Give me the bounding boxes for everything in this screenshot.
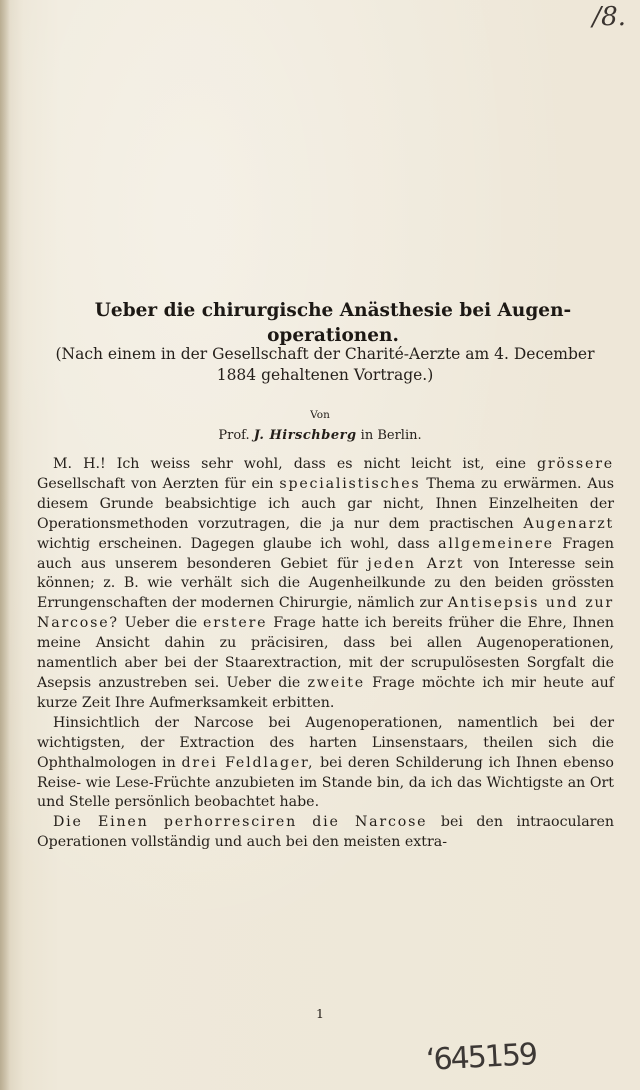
page-marker: /8. <box>592 2 626 32</box>
text-run: Thema zu erwärmen. Aus diesem Grunde beabsichtige ich auch gar nicht, Ihnen Einzelheiten der Operationsmethoden vorzutragen, die ja nur dem practischen <box>37 475 614 532</box>
text-run: wichtig erscheinen. Dagegen glaube ich wohl, dass <box>37 535 439 552</box>
text-run: M. H.! Ich weiss sehr wohl, dass es nicht leicht ist, eine <box>53 456 538 472</box>
paragraph-2 <box>37 714 614 814</box>
article-subtitle: (Nach einem in der Gesellschaft der Charité-Aerzte am 4. December 1884 gehaltenen Vortrage.) <box>55 345 595 384</box>
emphasis-run: Die Einen perhorresciren die Narcose <box>53 814 428 831</box>
emphasis-run: zweite <box>307 674 365 691</box>
paragraph-1 <box>37 455 614 714</box>
text-run: Frage möchte ich mir heute auf kurze Zeit Ihre Aufmerksamkeit erbitten. <box>37 674 614 711</box>
text-run: Frage hatte ich bereits früher die Ehre, Ihnen meine Ansicht dahin zu präcisiren, dass bei allen Augenoperationen, namentlich aber bei der Staarextraction, mit der scrupulösesten Sorgfalt die Asepsis anzustreben sei. Ueber die <box>37 615 614 691</box>
emphasis-run: jeden Arzt <box>367 555 465 572</box>
author-name: J. Hirschberg <box>253 428 357 443</box>
page-number: 1 <box>316 1006 324 1021</box>
text-run: Ueber die <box>118 615 204 632</box>
text-run: bei deren Schilderung ich Ihnen ebenso Reise- wie Lese-Früchte anzubieten im Stande bin, da ich das Wichtigste an Ort und Stelle persönlich beobachtet habe. <box>37 754 614 811</box>
emphasis-run: grössere <box>537 456 614 472</box>
author-prefix: Prof. <box>218 428 250 443</box>
emphasis-run: Antisepsis und zur Narcose? <box>37 595 614 632</box>
page-edge-shadow <box>0 0 10 1090</box>
emphasis-run: specialistisches <box>279 475 421 492</box>
byline <box>0 428 640 443</box>
text-run: Fragen auch aus unserem besonderen Gebiet für <box>37 535 614 572</box>
emphasis-run: erstere <box>203 615 268 632</box>
paragraph-3 <box>37 813 614 853</box>
text-run: Hinsichtlich der Narcose bei Augenoperationen, namentlich bei der wichtigsten, der Extraction des harten Linsenstaars, theilen sich die Ophthalmologen in <box>37 714 614 771</box>
article-body <box>37 455 614 853</box>
author-location: in Berlin. <box>360 428 422 443</box>
text-run: Gesellschaft von Aerzten für ein <box>37 475 280 492</box>
emphasis-run: allgemeinere <box>438 535 554 552</box>
article-title: Ueber die chirurgische Anästhesie bei Augen-operationen. <box>94 300 572 346</box>
text-run: bei den intraocularen Operationen vollständig und auch bei den meisten extra- <box>37 814 614 851</box>
emphasis-run: Augenarzt <box>523 515 614 532</box>
emphasis-run: drei Feldlager, <box>181 754 315 771</box>
byline-von: Von <box>310 409 330 421</box>
text-run: von Interesse sein können; z. B. wie verhält sich die Augenheilkunde zu den beiden grössten Errungenschaften der modernen Chirurgie, nämlich zur <box>37 555 614 612</box>
library-stamp: ʻ645159 <box>425 1037 537 1078</box>
